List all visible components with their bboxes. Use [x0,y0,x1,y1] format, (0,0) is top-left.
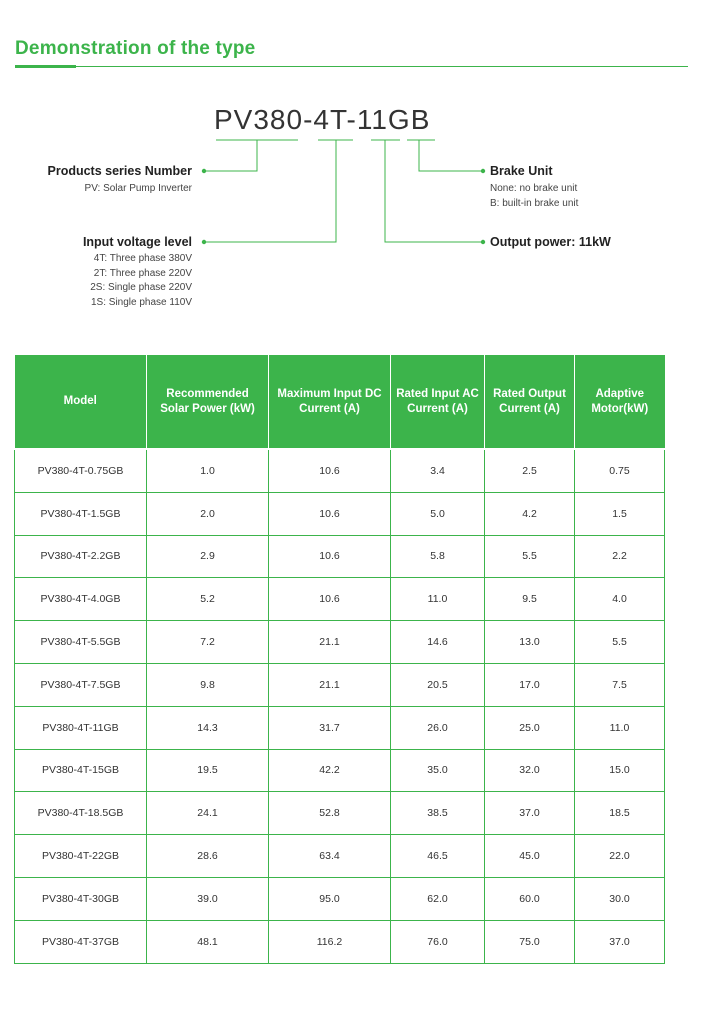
cell-adaptive-motor: 0.75 [575,449,665,492]
cell-model: PV380-4T-37GB [15,920,147,963]
table-row [15,663,665,706]
header-adaptive-motor: Adaptive Motor(kW) [575,355,665,449]
cell-rated-output: 32.0 [485,749,575,792]
cell-max-dc-current: 42.2 [269,749,391,792]
cell-max-dc-current: 63.4 [269,835,391,878]
table-header-row [15,355,665,449]
cell-max-dc-current: 10.6 [269,492,391,535]
series-note: PV: Solar Pump Inverter [84,183,192,194]
section-title: Demonstration of the type [15,38,256,59]
table-row [15,920,665,963]
brake-note-none: None: no brake unit [490,183,578,194]
power-label: Output power: 11kW [490,235,611,249]
cell-rated-input-ac: 20.5 [391,663,485,706]
table-row [15,578,665,621]
voltage-label: Input voltage level [82,235,192,249]
table-row [15,877,665,920]
cell-max-dc-current: 21.1 [269,621,391,664]
cell-model: PV380-4T-1.5GB [15,492,147,535]
brake-label: Brake Unit [490,164,553,178]
cell-solar-power: 7.2 [147,621,269,664]
cell-model: PV380-4T-2.2GB [15,535,147,578]
series-label: Products series Number [47,164,192,178]
cell-rated-output: 2.5 [485,449,575,492]
cell-max-dc-current: 31.7 [269,706,391,749]
cell-rated-input-ac: 46.5 [391,835,485,878]
cell-adaptive-motor: 37.0 [575,920,665,963]
header-solar-power: Recommended Solar Power (kW) [147,355,269,449]
cell-max-dc-current: 10.6 [269,578,391,621]
voltage-note-2s: 2S: Single phase 220V [90,282,192,293]
cell-rated-input-ac: 38.5 [391,792,485,835]
cell-solar-power: 48.1 [147,920,269,963]
voltage-note-2t: 2T: Three phase 220V [93,267,192,279]
cell-rated-input-ac: 5.8 [391,535,485,578]
header-rated-output: Rated Output Current (A) [485,355,575,449]
cell-max-dc-current: 21.1 [269,663,391,706]
table-row [15,749,665,792]
cell-rated-output: 75.0 [485,920,575,963]
cell-model: PV380-4T-22GB [15,835,147,878]
cell-model: PV380-4T-4.0GB [15,578,147,621]
cell-adaptive-motor: 1.5 [575,492,665,535]
cell-solar-power: 2.9 [147,535,269,578]
cell-max-dc-current: 116.2 [269,920,391,963]
cell-rated-output: 4.2 [485,492,575,535]
cell-rated-output: 13.0 [485,621,575,664]
table-row [15,621,665,664]
cell-solar-power: 39.0 [147,877,269,920]
cell-solar-power: 24.1 [147,792,269,835]
cell-rated-input-ac: 14.6 [391,621,485,664]
cell-rated-output: 17.0 [485,663,575,706]
table-row [15,835,665,878]
cell-rated-output: 45.0 [485,835,575,878]
voltage-note-4t: 4T: Three phase 380V [93,253,192,264]
cell-rated-input-ac: 11.0 [391,578,485,621]
cell-model: PV380-4T-7.5GB [15,663,147,706]
cell-rated-input-ac: 62.0 [391,877,485,920]
cell-max-dc-current: 52.8 [269,792,391,835]
cell-model: PV380-4T-15GB [15,749,147,792]
header-rated-input-ac: Rated Input AC Current (A) [391,355,485,449]
cell-solar-power: 2.0 [147,492,269,535]
cell-model: PV380-4T-30GB [15,877,147,920]
cell-rated-input-ac: 3.4 [391,449,485,492]
cell-solar-power: 1.0 [147,449,269,492]
table-row [15,792,665,835]
cell-rated-input-ac: 5.0 [391,492,485,535]
cell-solar-power: 19.5 [147,749,269,792]
cell-model: PV380-4T-0.75GB [15,449,147,492]
cell-solar-power: 28.6 [147,835,269,878]
cell-rated-input-ac: 35.0 [391,749,485,792]
cell-rated-output: 5.5 [485,535,575,578]
cell-model: PV380-4T-18.5GB [15,792,147,835]
cell-solar-power: 5.2 [147,578,269,621]
cell-model: PV380-4T-11GB [15,706,147,749]
cell-adaptive-motor: 4.0 [575,578,665,621]
cell-model: PV380-4T-5.5GB [15,621,147,664]
cell-max-dc-current: 10.6 [269,535,391,578]
cell-max-dc-current: 10.6 [269,449,391,492]
header-model: Model [15,355,147,449]
cell-adaptive-motor: 22.0 [575,835,665,878]
table-row [15,706,665,749]
model-code: PV380-4T-11GB [214,104,431,135]
cell-adaptive-motor: 5.5 [575,621,665,664]
cell-rated-input-ac: 26.0 [391,706,485,749]
table-row [15,492,665,535]
cell-rated-output: 37.0 [485,792,575,835]
cell-solar-power: 9.8 [147,663,269,706]
cell-max-dc-current: 95.0 [269,877,391,920]
cell-adaptive-motor: 15.0 [575,749,665,792]
table-row [15,449,665,492]
header-max-dc-current: Maximum Input DC Current (A) [269,355,391,449]
cell-rated-output: 9.5 [485,578,575,621]
cell-adaptive-motor: 7.5 [575,663,665,706]
cell-adaptive-motor: 18.5 [575,792,665,835]
cell-solar-power: 14.3 [147,706,269,749]
table-body [15,449,665,963]
cell-rated-output: 60.0 [485,877,575,920]
brake-note-b: B: built-in brake unit [490,197,579,209]
cell-adaptive-motor: 2.2 [575,535,665,578]
cell-rated-input-ac: 76.0 [391,920,485,963]
cell-adaptive-motor: 11.0 [575,706,665,749]
cell-rated-output: 25.0 [485,706,575,749]
cell-adaptive-motor: 30.0 [575,877,665,920]
table-row [15,535,665,578]
spec-table [14,355,665,964]
voltage-note-1s: 1S: Single phase 110V [90,296,192,308]
